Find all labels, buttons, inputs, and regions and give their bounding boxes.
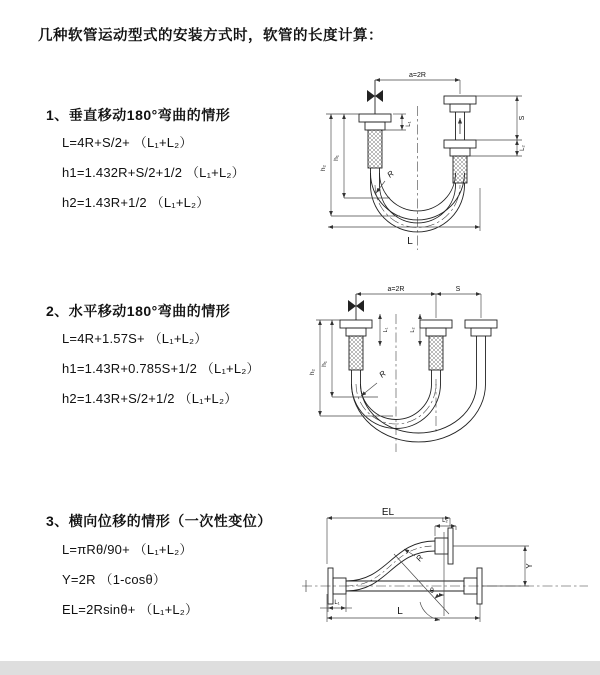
hose-drawing (359, 80, 476, 232)
diagram-vertical-180 (310, 70, 590, 260)
formula-line: L=4R+1.57S+ （L₁+L₂） (62, 331, 208, 346)
dim-label-a2r: a=2R (409, 72, 426, 79)
dim-label-l1: L₁ (383, 327, 389, 333)
dim-label-l2: L₂ (410, 327, 416, 333)
dim-label-h1: h₁ (321, 361, 328, 367)
dim-label-l1: L₁ (334, 600, 340, 606)
dimensions (326, 80, 522, 231)
formula-line: h1=1.43R+0.785S+1/2 （L₁+L₂） (62, 361, 260, 376)
formula-line: L=4R+S/2+ （L₁+L₂） (62, 135, 193, 150)
dim-label-l: L (407, 236, 413, 247)
dim-label-el: EL (381, 507, 395, 518)
flange (448, 528, 453, 564)
diagram-lateral-displacement (296, 502, 596, 652)
dimensions (316, 294, 481, 416)
braid-section (349, 336, 363, 370)
dim-label-a2r: a=2R (387, 286, 405, 293)
dim-label-h2: h₂ (309, 368, 316, 376)
formula-line: Y=2R （1-cosθ） (62, 572, 167, 587)
dim-label-s: S (455, 286, 461, 293)
flange (359, 114, 391, 122)
formula-line: h2=1.43R+S/2+1/2 （L₁+L₂） (62, 391, 238, 406)
page-bottom-strip (0, 661, 600, 675)
diagram-horizontal-180 (308, 284, 598, 459)
flange (444, 96, 476, 104)
dim-label-h2: h₂ (320, 164, 327, 172)
dim-label-l: L (397, 606, 403, 617)
section-1-heading: 1、垂直移动180°弯曲的情形 (46, 107, 231, 123)
section-3-heading: 3、横向位移的情形（一次性变位） (46, 513, 272, 529)
centerlines (375, 106, 460, 250)
dim-label-h1: h₁ (333, 155, 340, 161)
dim-label-theta: θ (430, 588, 434, 595)
formula-line: h1=1.432R+S/2+1/2 （L₁+L₂） (62, 165, 245, 180)
dim-label-r: R (385, 168, 396, 180)
centerlines (356, 314, 436, 452)
dim-label-l2: L₂ (442, 518, 448, 524)
dim-label-y: Y (525, 563, 534, 569)
dim-label-r: R (414, 553, 425, 564)
flange (465, 320, 497, 328)
braid-section (368, 130, 382, 168)
braid-section (429, 336, 443, 370)
hose-drawing (306, 528, 482, 604)
section-2-heading: 2、水平移动180°弯曲的情形 (46, 303, 231, 319)
formula-line: L=πRθ/90+ （L₁+L₂） (62, 542, 193, 557)
hose-drawing (340, 294, 497, 442)
dim-label-l1: L₁ (406, 121, 412, 127)
flange (420, 320, 452, 328)
flange (444, 140, 476, 148)
dim-label-r: R (377, 368, 388, 380)
dim-label-l2: L₂ (520, 145, 526, 151)
dim-label-s: S (519, 115, 526, 121)
formula-line: EL=2Rsinθ+ （L₁+L₂） (62, 602, 199, 617)
formula-line: h2=1.43R+1/2 （L₁+L₂） (62, 195, 210, 210)
hose-centerline (346, 546, 435, 586)
page-title: 几种软管运动型式的安装方式时，软管的长度计算： (38, 28, 383, 44)
dimensions (320, 518, 529, 622)
flange (340, 320, 372, 328)
